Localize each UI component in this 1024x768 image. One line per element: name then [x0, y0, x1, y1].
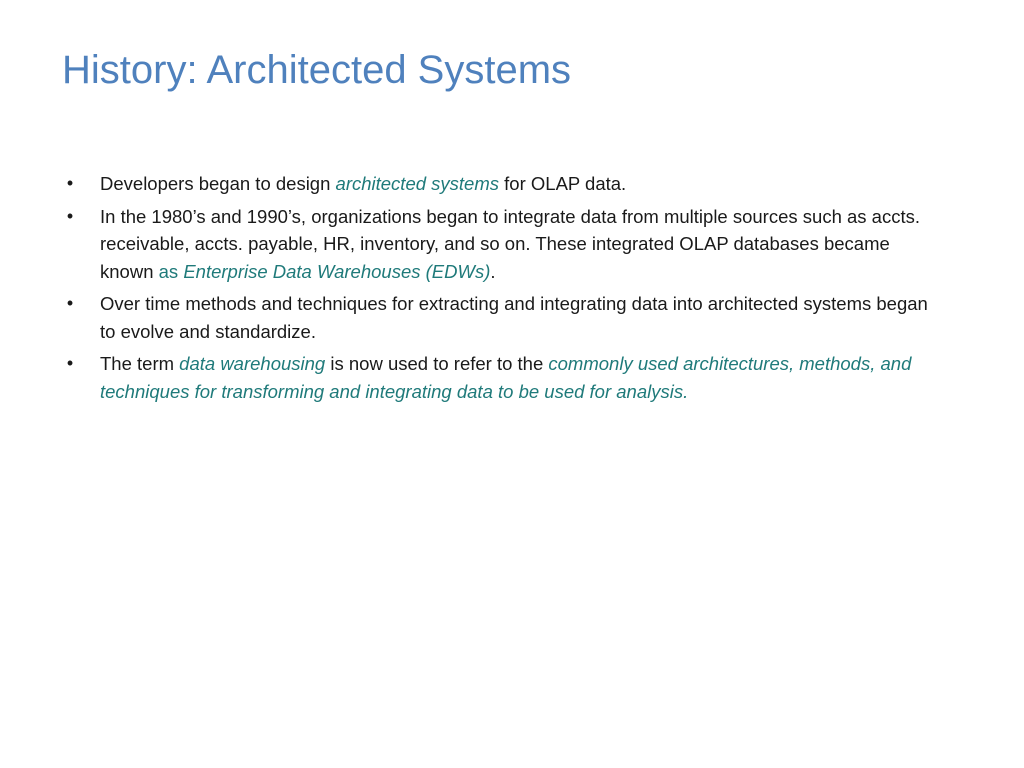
bullet-text: The term — [100, 353, 180, 374]
emphasis-text: data warehousing — [179, 353, 326, 374]
emphasis-text: architected systems — [335, 173, 500, 194]
bullet-text: Developers began to design — [100, 173, 336, 194]
bullet-text: . — [490, 260, 496, 282]
emphasis-text: as — [158, 260, 184, 282]
bullet-text: for OLAP data. — [499, 173, 627, 194]
emphasis-text: Enterprise Data Warehouses (EDWs) — [183, 260, 491, 282]
bullet-text: In the 1980’s and 1990’s, organizations began to integrate data from multiple sources such as accts. receivable, accts. payable, HR, inventory, and so on. These integrated OLAP databases became known — [100, 205, 920, 282]
emphasis-text: commonly used architectures, methods, and techniques for transforming and integrating data to be used for analysis. — [100, 353, 912, 402]
bullet-marker: • — [66, 353, 74, 373]
bullet-item-4 — [64, 350, 944, 405]
bullet-marker: • — [66, 173, 74, 193]
bullet-item-1 — [64, 170, 944, 198]
bullet-list — [64, 170, 944, 410]
bullet-item-3 — [64, 290, 944, 345]
slide-title: History: Architected Systems — [62, 48, 572, 92]
bullet-marker: • — [66, 205, 74, 226]
bullet-marker: • — [66, 293, 74, 313]
bullet-item-2 — [64, 203, 944, 286]
bullet-text: is now used to refer to the — [325, 353, 549, 374]
bullet-text: Over time methods and techniques for extracting and integrating data into architected systems began to evolve and standardize. — [100, 293, 928, 342]
